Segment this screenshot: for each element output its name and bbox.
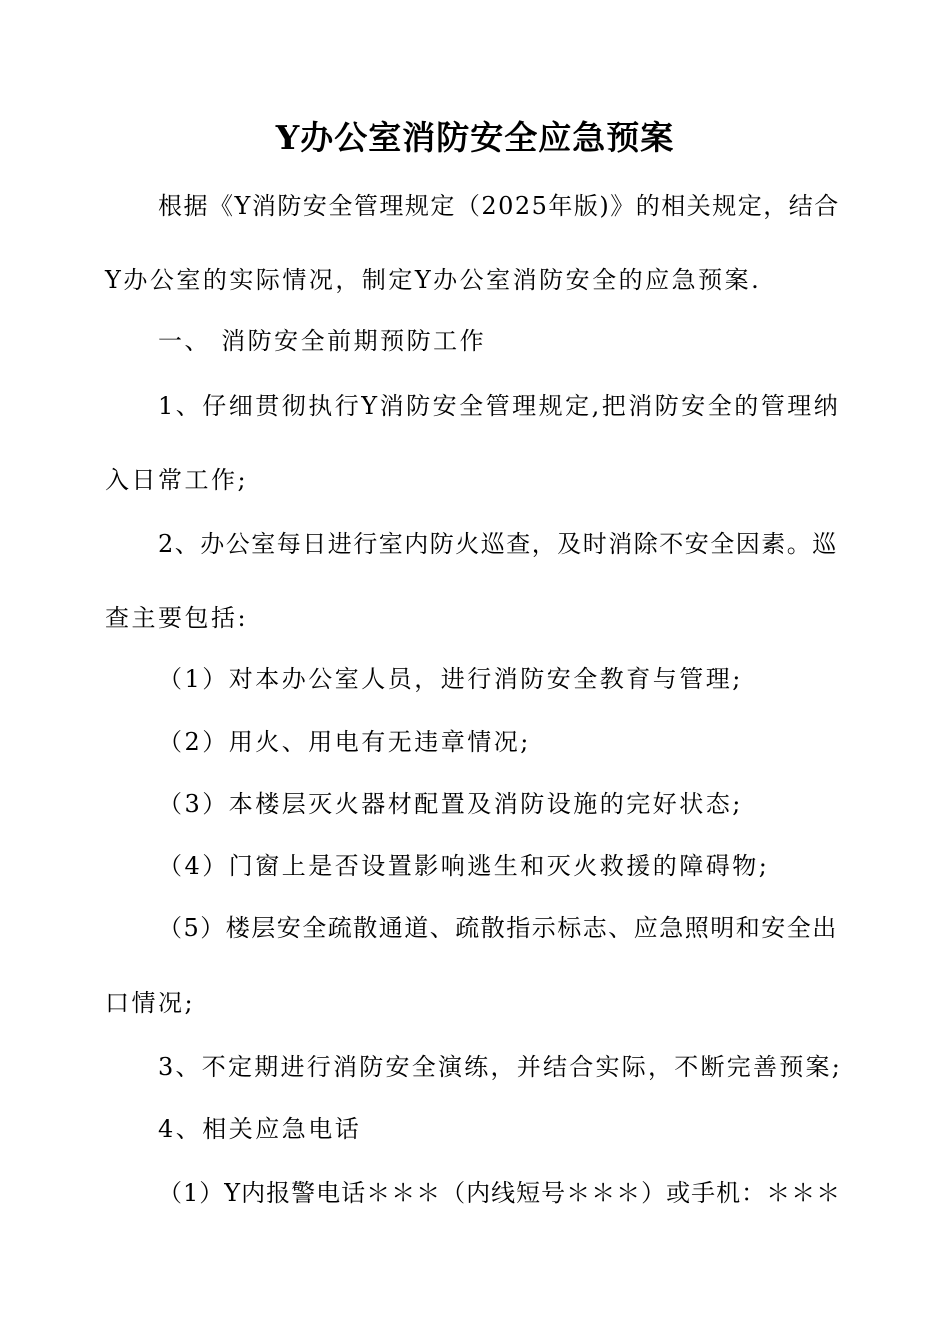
item-4: 4、相关应急电话 — [158, 1115, 362, 1143]
paragraph-intro-line-2: Y办公室的实际情况，制定Y办公室消防安全的应急预案. — [105, 266, 762, 294]
item-1-line-1: 1、仔细贯彻执行Y消防安全管理规定,把消防安全的管理纳 — [158, 392, 841, 420]
paragraph-intro-line-1: 根据《Y消防安全管理规定（2025年版)》的相关规定，结合 — [158, 192, 840, 220]
section-heading-1: 一、 消防安全前期预防工作 — [158, 327, 487, 355]
subitem-1: （1）对本办公室人员，进行消防安全教育与管理; — [158, 665, 743, 693]
item-2-line-2: 查主要包括: — [105, 604, 249, 632]
subitem-2: （2）用火、用电有无违章情况; — [158, 728, 531, 756]
item-3: 3、不定期进行消防安全演练，并结合实际，不断完善预案; — [158, 1053, 843, 1081]
subitem-3: （3）本楼层灭火器材配置及消防设施的完好状态; — [158, 790, 743, 818]
item-1-line-2: 入日常工作; — [105, 466, 249, 494]
subitem-5-line-2: 口情况; — [105, 989, 196, 1017]
phone-subitem-1: （1）Y内报警电话＊＊＊（内线短号＊＊＊）或手机：＊＊＊ — [158, 1179, 842, 1207]
document-title: Y办公室消防安全应急预案 — [275, 118, 675, 157]
subitem-5-line-1: （5）楼层安全疏散通道、疏散指示标志、应急照明和安全出 — [158, 914, 838, 942]
item-2-line-1: 2、办公室每日进行室内防火巡查，及时消除不安全因素。巡 — [158, 530, 838, 558]
subitem-4: （4）门窗上是否设置影响逃生和灭火救援的障碍物; — [158, 852, 770, 880]
